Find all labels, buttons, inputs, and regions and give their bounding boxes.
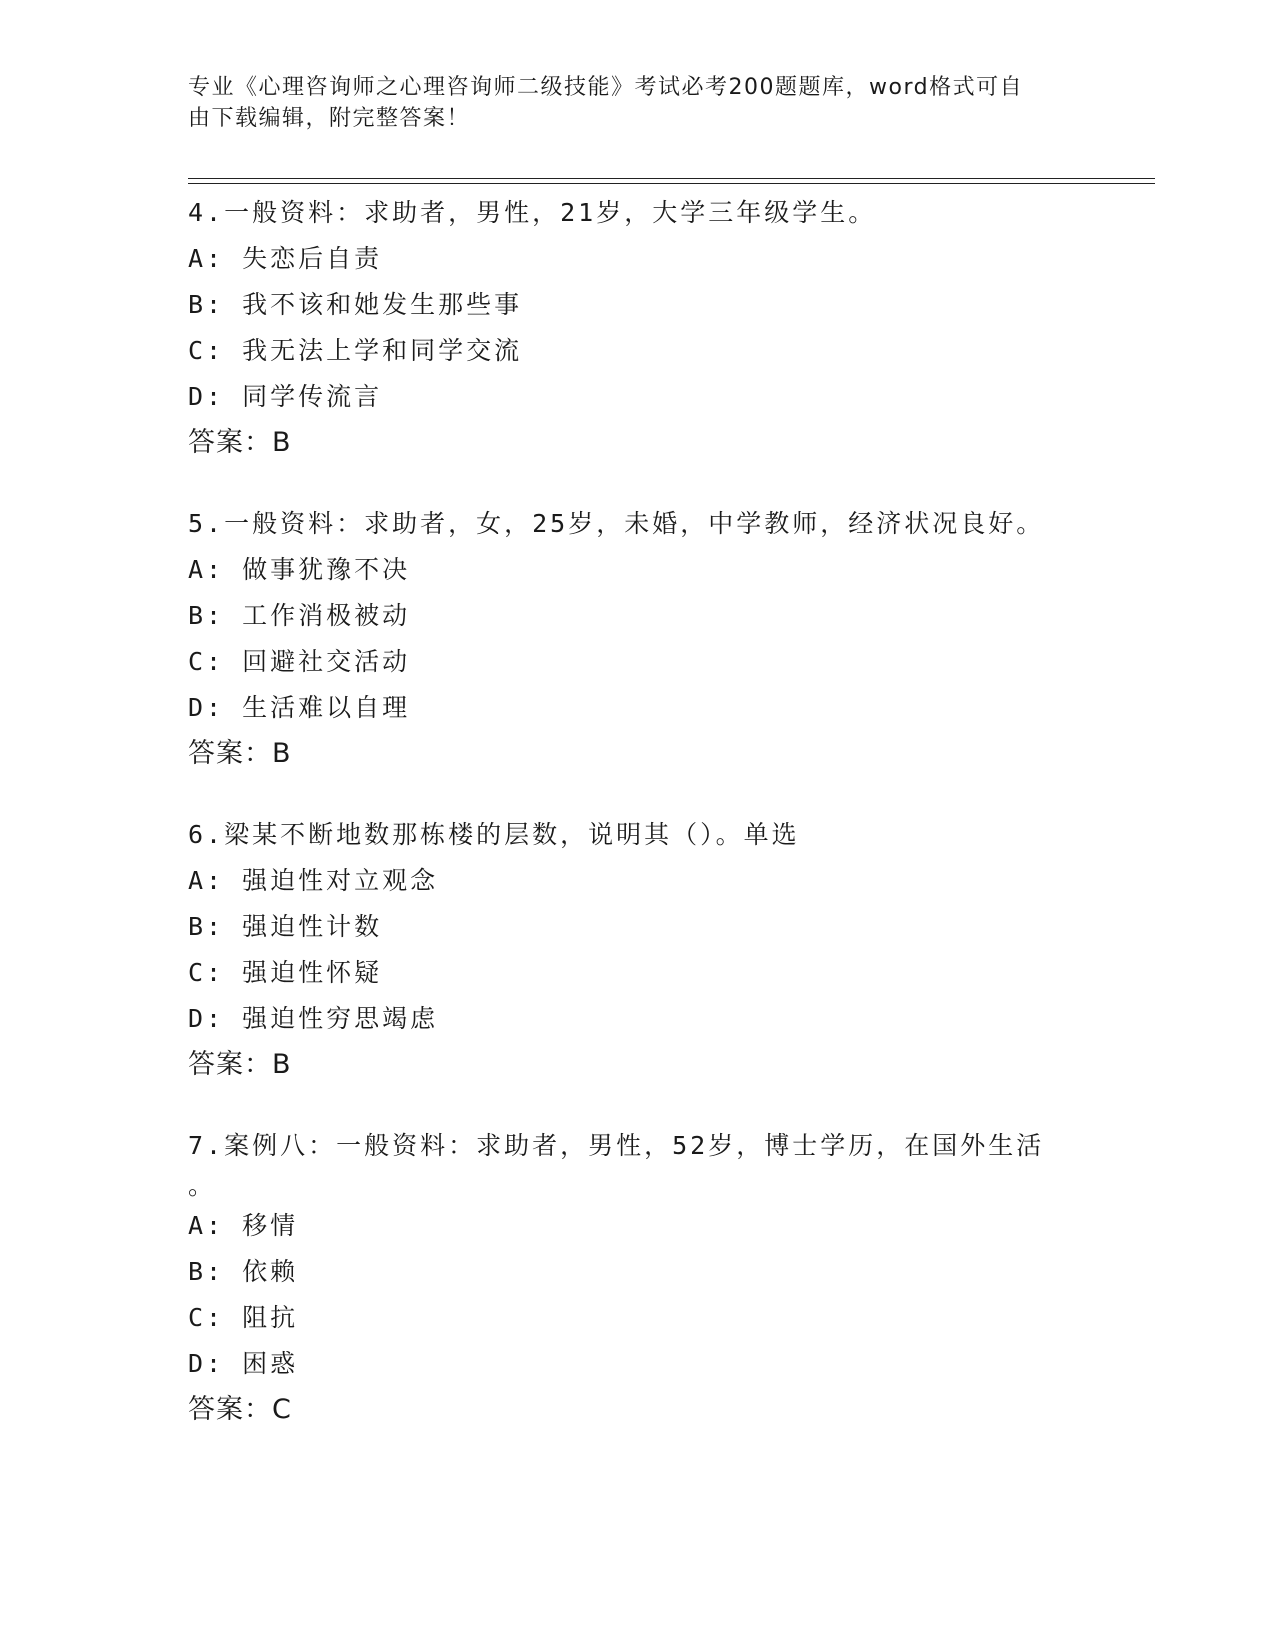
option-a: A: 失恋后自责 — [188, 244, 383, 273]
option-d: D: 强迫性穷思竭虑 — [188, 1004, 439, 1033]
option-d: D: 生活难以自理 — [188, 693, 411, 722]
option-b: B: 我不该和她发生那些事 — [188, 290, 523, 319]
question-5 — [188, 501, 1108, 777]
option-c: C: 我无法上学和同学交流 — [188, 336, 523, 365]
option-d: D: 困惑 — [188, 1349, 299, 1378]
question-stem: 4.一般资料：求助者，男性，21岁，大学三年级学生。 — [188, 198, 877, 227]
question-6 — [188, 812, 1108, 1088]
answer: 答案：C — [188, 1394, 292, 1425]
answer: 答案：B — [188, 427, 292, 458]
answer: 答案：B — [188, 1049, 292, 1080]
option-a: A: 移情 — [188, 1211, 299, 1240]
option-d: D: 同学传流言 — [188, 382, 383, 411]
question-list — [188, 190, 1108, 1468]
header-line-1: 专业《心理咨询师之心理咨询师二级技能》考试必考200题题库，word格式可自 — [188, 75, 1024, 100]
header-divider-bottom — [188, 183, 1155, 184]
question-stem: 7.案例八：一般资料：求助者，男性，52岁，博士学历，在国外生活 — [188, 1131, 1045, 1160]
question-4 — [188, 190, 1108, 466]
option-c: C: 阻抗 — [188, 1303, 299, 1332]
option-a: A: 做事犹豫不决 — [188, 555, 411, 584]
option-b: B: 依赖 — [188, 1257, 299, 1286]
question-stem: 6.梁某不断地数那栋楼的层数，说明其（）。单选 — [188, 820, 800, 849]
answer: 答案：B — [188, 738, 292, 769]
option-b: B: 工作消极被动 — [188, 601, 411, 630]
document-header — [188, 72, 1068, 134]
question-stem-continuation: 。 — [188, 1171, 217, 1200]
option-a: A: 强迫性对立观念 — [188, 866, 439, 895]
question-stem: 5.一般资料：求助者，女，25岁，未婚，中学教师，经济状况良好。 — [188, 509, 1045, 538]
header-line-2: 由下载编辑，附完整答案！ — [188, 106, 471, 131]
question-7 — [188, 1123, 1108, 1433]
option-c: C: 回避社交活动 — [188, 647, 411, 676]
option-b: B: 强迫性计数 — [188, 912, 383, 941]
option-c: C: 强迫性怀疑 — [188, 958, 383, 987]
header-divider-top — [188, 178, 1155, 179]
